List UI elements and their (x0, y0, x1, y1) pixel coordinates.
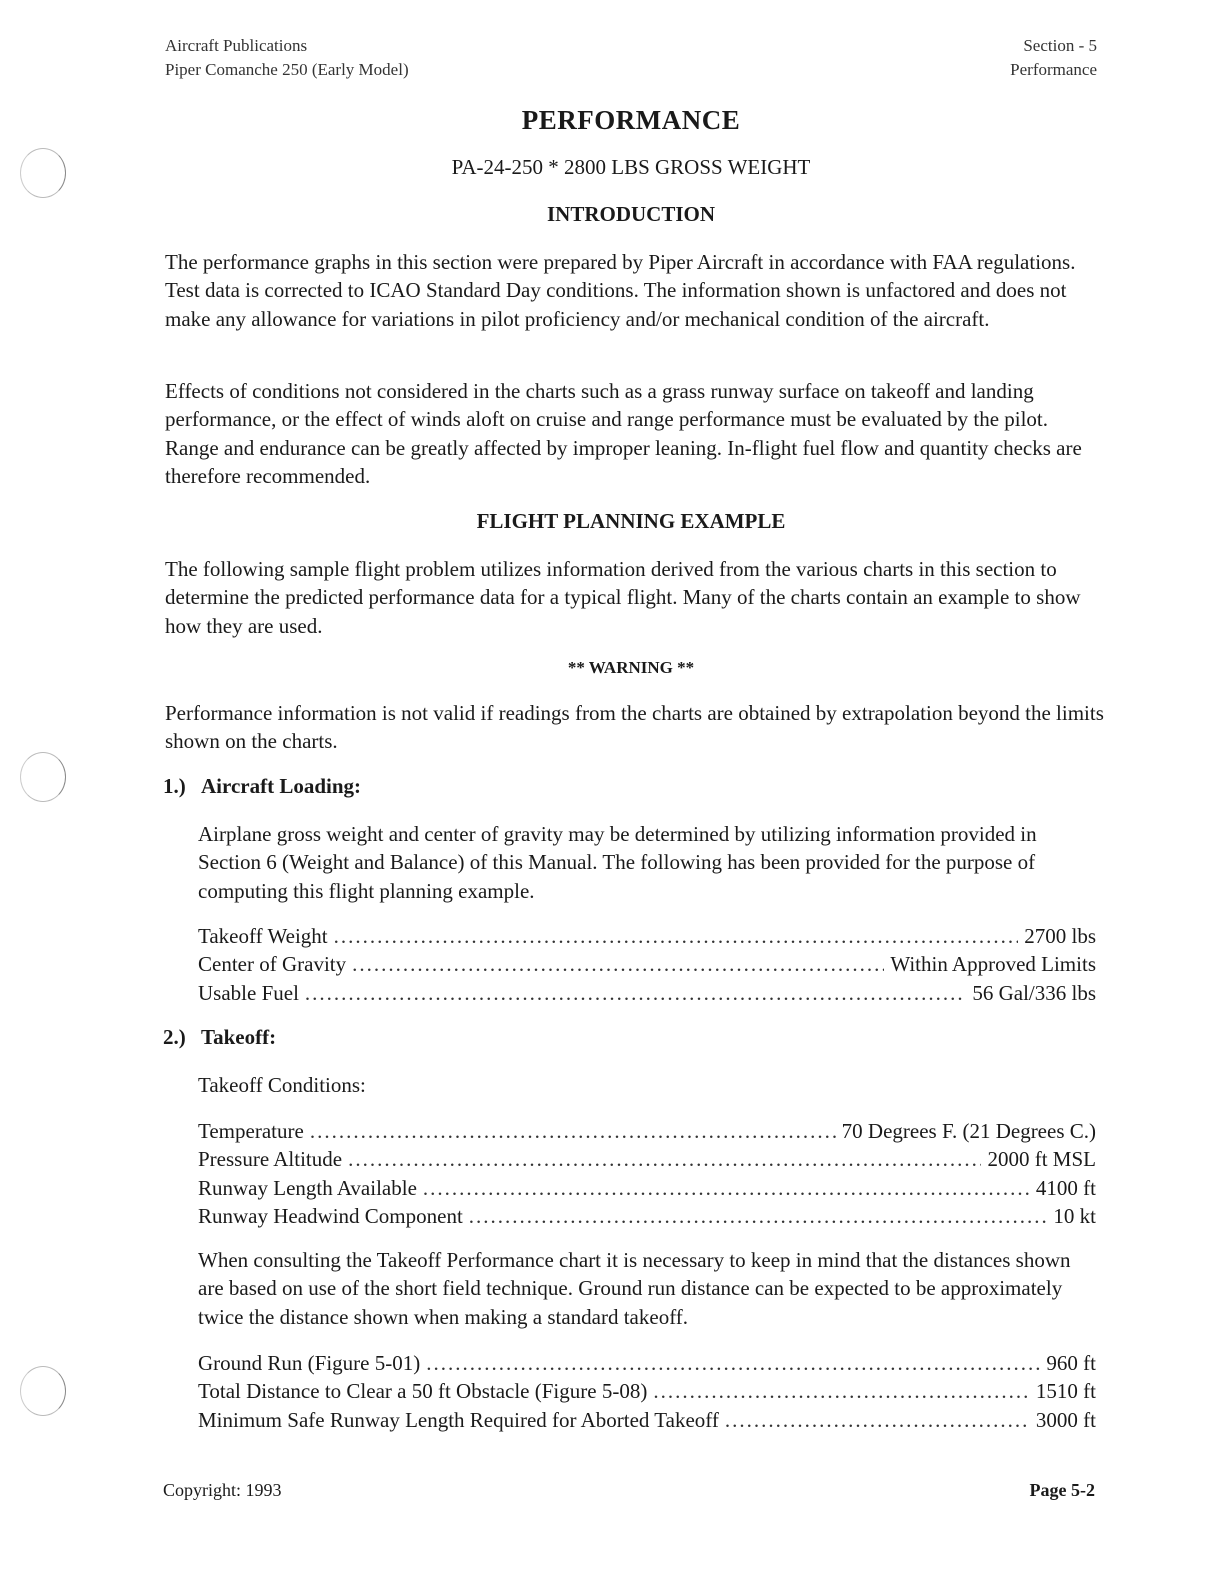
header-publisher: Aircraft Publications (165, 36, 308, 55)
list-item (198, 922, 1096, 950)
introduction-paragraph-2: Effects of conditions not considered in the charts such as a grass runway surface on takeoff and landing performance, or the effect of winds aloft on cruise and range performance must be evaluated by the pilot. Range and endurance can be greatly affected by improper leaning. In-flight fuel flow and quantity checks are therefore recommended. (165, 379, 1082, 488)
item-value: 4100 ft (1035, 1175, 1096, 1200)
list-item (198, 1174, 1096, 1202)
list-item (198, 1202, 1096, 1230)
introduction-heading: INTRODUCTION (546, 202, 716, 226)
takeoff-conditions-list (198, 1117, 1096, 1230)
item-value: 56 Gal/336 lbs (972, 980, 1096, 1005)
loading-section-title: Aircraft Loading: (201, 774, 362, 798)
item-label: Center of Gravity (198, 952, 347, 977)
item-label: Ground Run (Figure 5-01) (198, 1351, 421, 1375)
leader-dots (352, 950, 884, 978)
flight-planning-paragraph: The following sample flight problem utilizes information derived from the various charts in this section to determine the predicted performance data for a typical flight. Many of the charts contain an example to show how they are used. (165, 557, 1081, 638)
item-label: Pressure Altitude (198, 1147, 343, 1172)
footer-page-number: Page 5-2 (1029, 1480, 1095, 1500)
punch-hole-middle (20, 752, 66, 802)
leader-dots (310, 1117, 836, 1145)
leader-dots (348, 1145, 981, 1173)
item-value: 2000 ft MSL (987, 1147, 1096, 1172)
item-value: 70 Degrees F. (21 Degrees C.) (841, 1119, 1096, 1143)
punch-hole-bottom (20, 1366, 66, 1416)
header-section: Section - 5 (1023, 36, 1097, 55)
page-subtitle: PA-24-250 * 2800 LBS GROSS WEIGHT (451, 155, 811, 179)
item-value: 960 ft (1046, 1351, 1096, 1375)
item-label: Takeoff Weight (198, 924, 328, 948)
footer-copyright: Copyright: 1993 (163, 1480, 282, 1500)
loading-list (198, 922, 1096, 1007)
warning-heading: ** WARNING ** (567, 658, 695, 677)
takeoff-paragraph: When consulting the Takeoff Performance chart it is necessary to keep in mind that the distances shown are based on use of the short field technique. Ground run distance can be expected to be approximately twice the distance shown when making a standard takeoff. (198, 1248, 1071, 1329)
leader-dots (305, 979, 966, 1007)
item-value: Within Approved Limits (890, 952, 1096, 977)
list-item (198, 1377, 1096, 1405)
leader-dots (426, 1349, 1040, 1377)
item-label: Usable Fuel (198, 980, 299, 1005)
leader-dots (725, 1406, 1030, 1434)
loading-section-number: 1.) (163, 774, 186, 798)
punch-hole-top (20, 148, 66, 198)
item-label: Total Distance to Clear a 50 ft Obstacle (Figure 5-08) (198, 1379, 648, 1404)
item-value: 1510 ft (1035, 1379, 1096, 1404)
loading-section-heading (163, 774, 361, 799)
list-item (198, 1117, 1096, 1145)
loading-paragraph: Airplane gross weight and center of gravity may be determined by utilizing information provided in Section 6 (Weight and Balance) of this Manual. The following has been provided for the purpose of computing this flight planning example. (198, 822, 1037, 903)
warning-text: Performance information is not valid if readings from the charts are obtained by extrapolation beyond the limits shown on the charts. (165, 701, 1104, 754)
header-aircraft: Piper Comanche 250 (Early Model) (165, 60, 409, 79)
item-label: Minimum Safe Runway Length Required for Aborted Takeoff (198, 1407, 719, 1432)
header-left (165, 34, 409, 82)
takeoff-conditions-label: Takeoff Conditions: (198, 1073, 366, 1097)
introduction-paragraph-1: The performance graphs in this section were prepared by Piper Aircraft in accordance with FAA regulations. Test data is corrected to ICAO Standard Day conditions. The information shown is unfactored and does not make any allowance for variations in pilot proficiency and/or mechanical condition of the aircraft. (165, 250, 1076, 331)
item-label: Runway Headwind Component (198, 1203, 463, 1228)
header-right (1010, 34, 1097, 82)
item-label: Runway Length Available (198, 1175, 417, 1200)
item-label: Temperature (198, 1119, 304, 1143)
leader-dots (469, 1202, 1048, 1230)
takeoff-section-title: Takeoff: (201, 1025, 277, 1049)
list-item (198, 1406, 1096, 1434)
leader-dots (423, 1174, 1030, 1202)
takeoff-section-number: 2.) (163, 1025, 186, 1049)
item-value: 3000 ft (1035, 1407, 1096, 1432)
flight-planning-heading: FLIGHT PLANNING EXAMPLE (476, 509, 786, 533)
takeoff-section-heading (163, 1025, 276, 1050)
page-title: PERFORMANCE (521, 105, 741, 135)
list-item (198, 1349, 1096, 1377)
list-item (198, 950, 1096, 978)
leader-dots (653, 1377, 1030, 1405)
takeoff-results-list (198, 1349, 1096, 1434)
list-item (198, 979, 1096, 1007)
item-value: 2700 lbs (1024, 924, 1096, 948)
leader-dots (334, 922, 1019, 950)
item-value: 10 kt (1053, 1203, 1096, 1228)
header-section-title: Performance (1010, 60, 1097, 79)
list-item (198, 1145, 1096, 1173)
